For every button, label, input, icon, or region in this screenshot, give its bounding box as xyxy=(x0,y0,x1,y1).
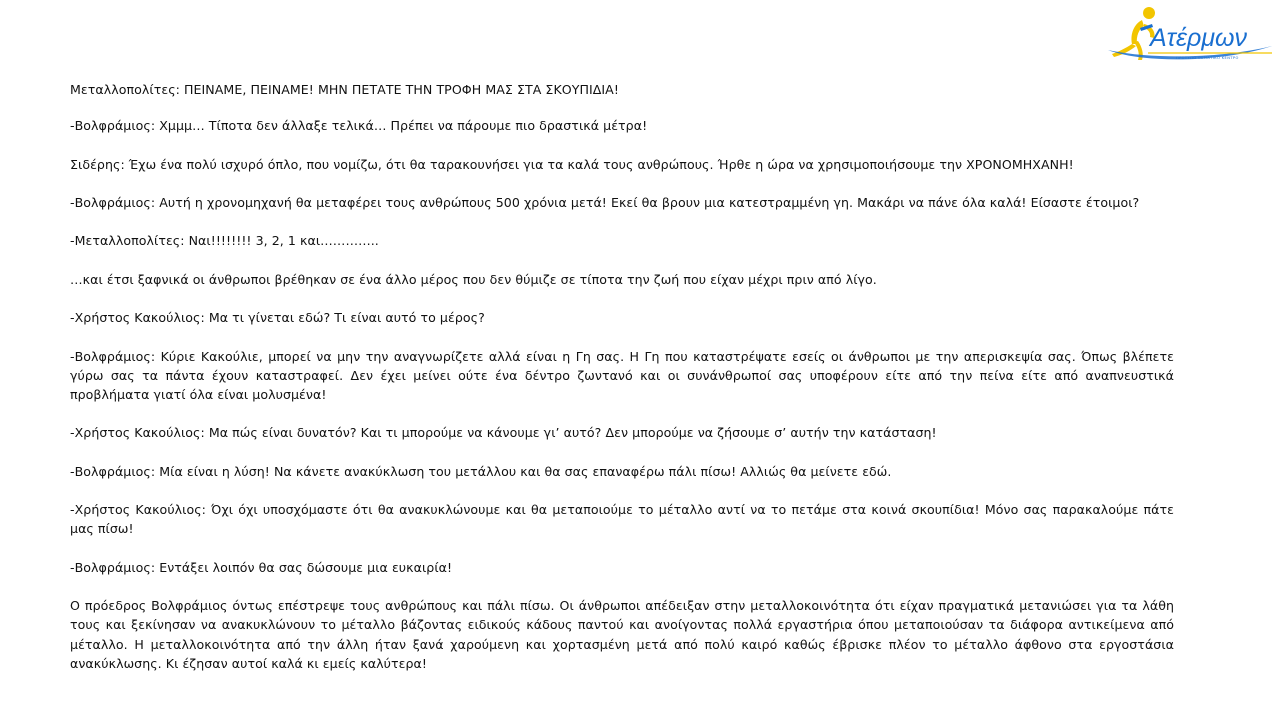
story-paragraph: -Χρήστος Κακούλιος: Μα τι γίνεται εδώ? Τι είναι αυτό το μέρος? xyxy=(70,310,485,326)
story-text xyxy=(70,80,1174,692)
story-paragraph: -Χρήστος Κακούλιος: Όχι όχι υποσχόμαστε ότι θα ανακυκλώνουμε και θα μεταποιούμε το μέταλλο αντί να το πετάμε στα κοινά σκουπίδια! Μόνο σας παρακαλούμε πάτε μας πίσω! xyxy=(70,502,1174,537)
story-paragraph: …και έτσι ξαφνικά οι άνθρωποι βρέθηκαν σε ένα άλλο μέρος που δεν θύμιζε σε τίποτα την ζωή που είχαν μέχρι πριν από λίγο. xyxy=(70,271,877,287)
story-paragraph: -Μεταλλοπολίτες: Ναι!!!!!!!! 3, 2, 1 και………….. xyxy=(70,233,379,249)
story-paragraph: Ο πρόεδρος Βολφράμιος όντως επέστρεψε τους ανθρώπους και πάλι πίσω. Οι άνθρωποι απέδειξαν στην μεταλλοκοινότητα ότι είχαν πραγματικά μετανιώσει για τα λάθη τους και ξεκίνησαν να ανακυκλώνουν το μέταλλο βάζοντας ειδικούς κάδους παντού και ανοίγοντας πολλά εργαστήρια όπου μεταποιούσαν τα διάφορα αντικείμενα από μέταλλο. Η μεταλλοκοινότητα από την άλλη ήταν ξανά χαρούμενη και χορτασμένη μετά από πολύ καιρό καθώς έβρισκε πλέον το μέταλλο άφθονο στα εργοστάσια ανακύκλωσης. Κι έζησαν αυτοί καλά κι εμείς καλύτερα! xyxy=(70,598,1174,671)
story-paragraph: -Βολφράμιος: Χμμμ… Τίποτα δεν άλλαξε τελικά… Πρέπει να πάρουμε πιο δραστικά μέτρα! xyxy=(70,118,648,134)
brand-logo xyxy=(1104,4,1274,64)
logo-graphic xyxy=(1104,4,1274,64)
story-paragraph: -Βολφράμιος: Κύριε Κακούλιε, μπορεί να μην την αναγνωρίζετε αλλά είναι η Γη σας. Η Γη που καταστρέψατε εσείς οι άνθρωποι με την απερισκεψία σας. Όπως βλέπετε γύρω σας τα πάντα έχουν καταστραφεί. Δεν έχει μείνει ούτε ένα δέντρο ζωντανό και οι συνάνθρωποί σας υποφέρουν είτε από την πείνα είτε από αναπνευστικά προβλήματα γιατί όλα είναι μολυσμένα! xyxy=(70,348,1174,402)
story-paragraph: Σιδέρης: Έχω ένα πολύ ισχυρό όπλο, που νομίζω, ότι θα ταρακουνήσει για τα καλά τους ανθρώπους. Ήρθε η ώρα να χρησιμοποιήσουμε την ΧΡΟΝΟΜΗΧΑΝΗ! xyxy=(70,156,1074,172)
story-paragraph: -Βολφράμιος: Μία είναι η λύση! Να κάνετε ανακύκλωση του μετάλλου και θα σας επαναφέρω πάλι πίσω! Αλλιώς θα μείνετε εδώ. xyxy=(70,463,892,479)
story-paragraph: Μεταλλοπολίτες: ΠΕΙΝΑΜΕ, ΠΕΙΝΑΜΕ! ΜΗΝ ΠΕΤΑΤΕ ΤΗΝ ΤΡΟΦΗ ΜΑΣ ΣΤΑ ΣΚΟΥΠΙΔΙΑ! xyxy=(70,82,619,97)
story-paragraph: -Χρήστος Κακούλιος: Μα πώς είναι δυνατόν? Και τι μπορούμε να κάνουμε γι’ αυτό? Δεν μπορούμε να ζήσουμε σ’ αυτήν την κατάσταση! xyxy=(70,425,937,441)
logo-name: Ατέρμων xyxy=(1150,24,1247,52)
logo-tagline: ΠΡΟΤΥΠΟ ΘΕΜΑΤΙΚΟ ΚΕΝΤΡΟ xyxy=(1176,56,1239,60)
story-paragraph: -Βολφράμιος: Αυτή η χρονομηχανή θα μεταφέρει τους ανθρώπους 500 χρόνια μετά! Εκεί θα βρουν μια κατεστραμμένη γη. Μακάρι να πάνε όλα καλά! Είσαστε έτοιμοι? xyxy=(70,194,1140,210)
story-paragraph: -Βολφράμιος: Εντάξει λοιπόν θα σας δώσουμε μια ευκαιρία! xyxy=(70,559,453,575)
